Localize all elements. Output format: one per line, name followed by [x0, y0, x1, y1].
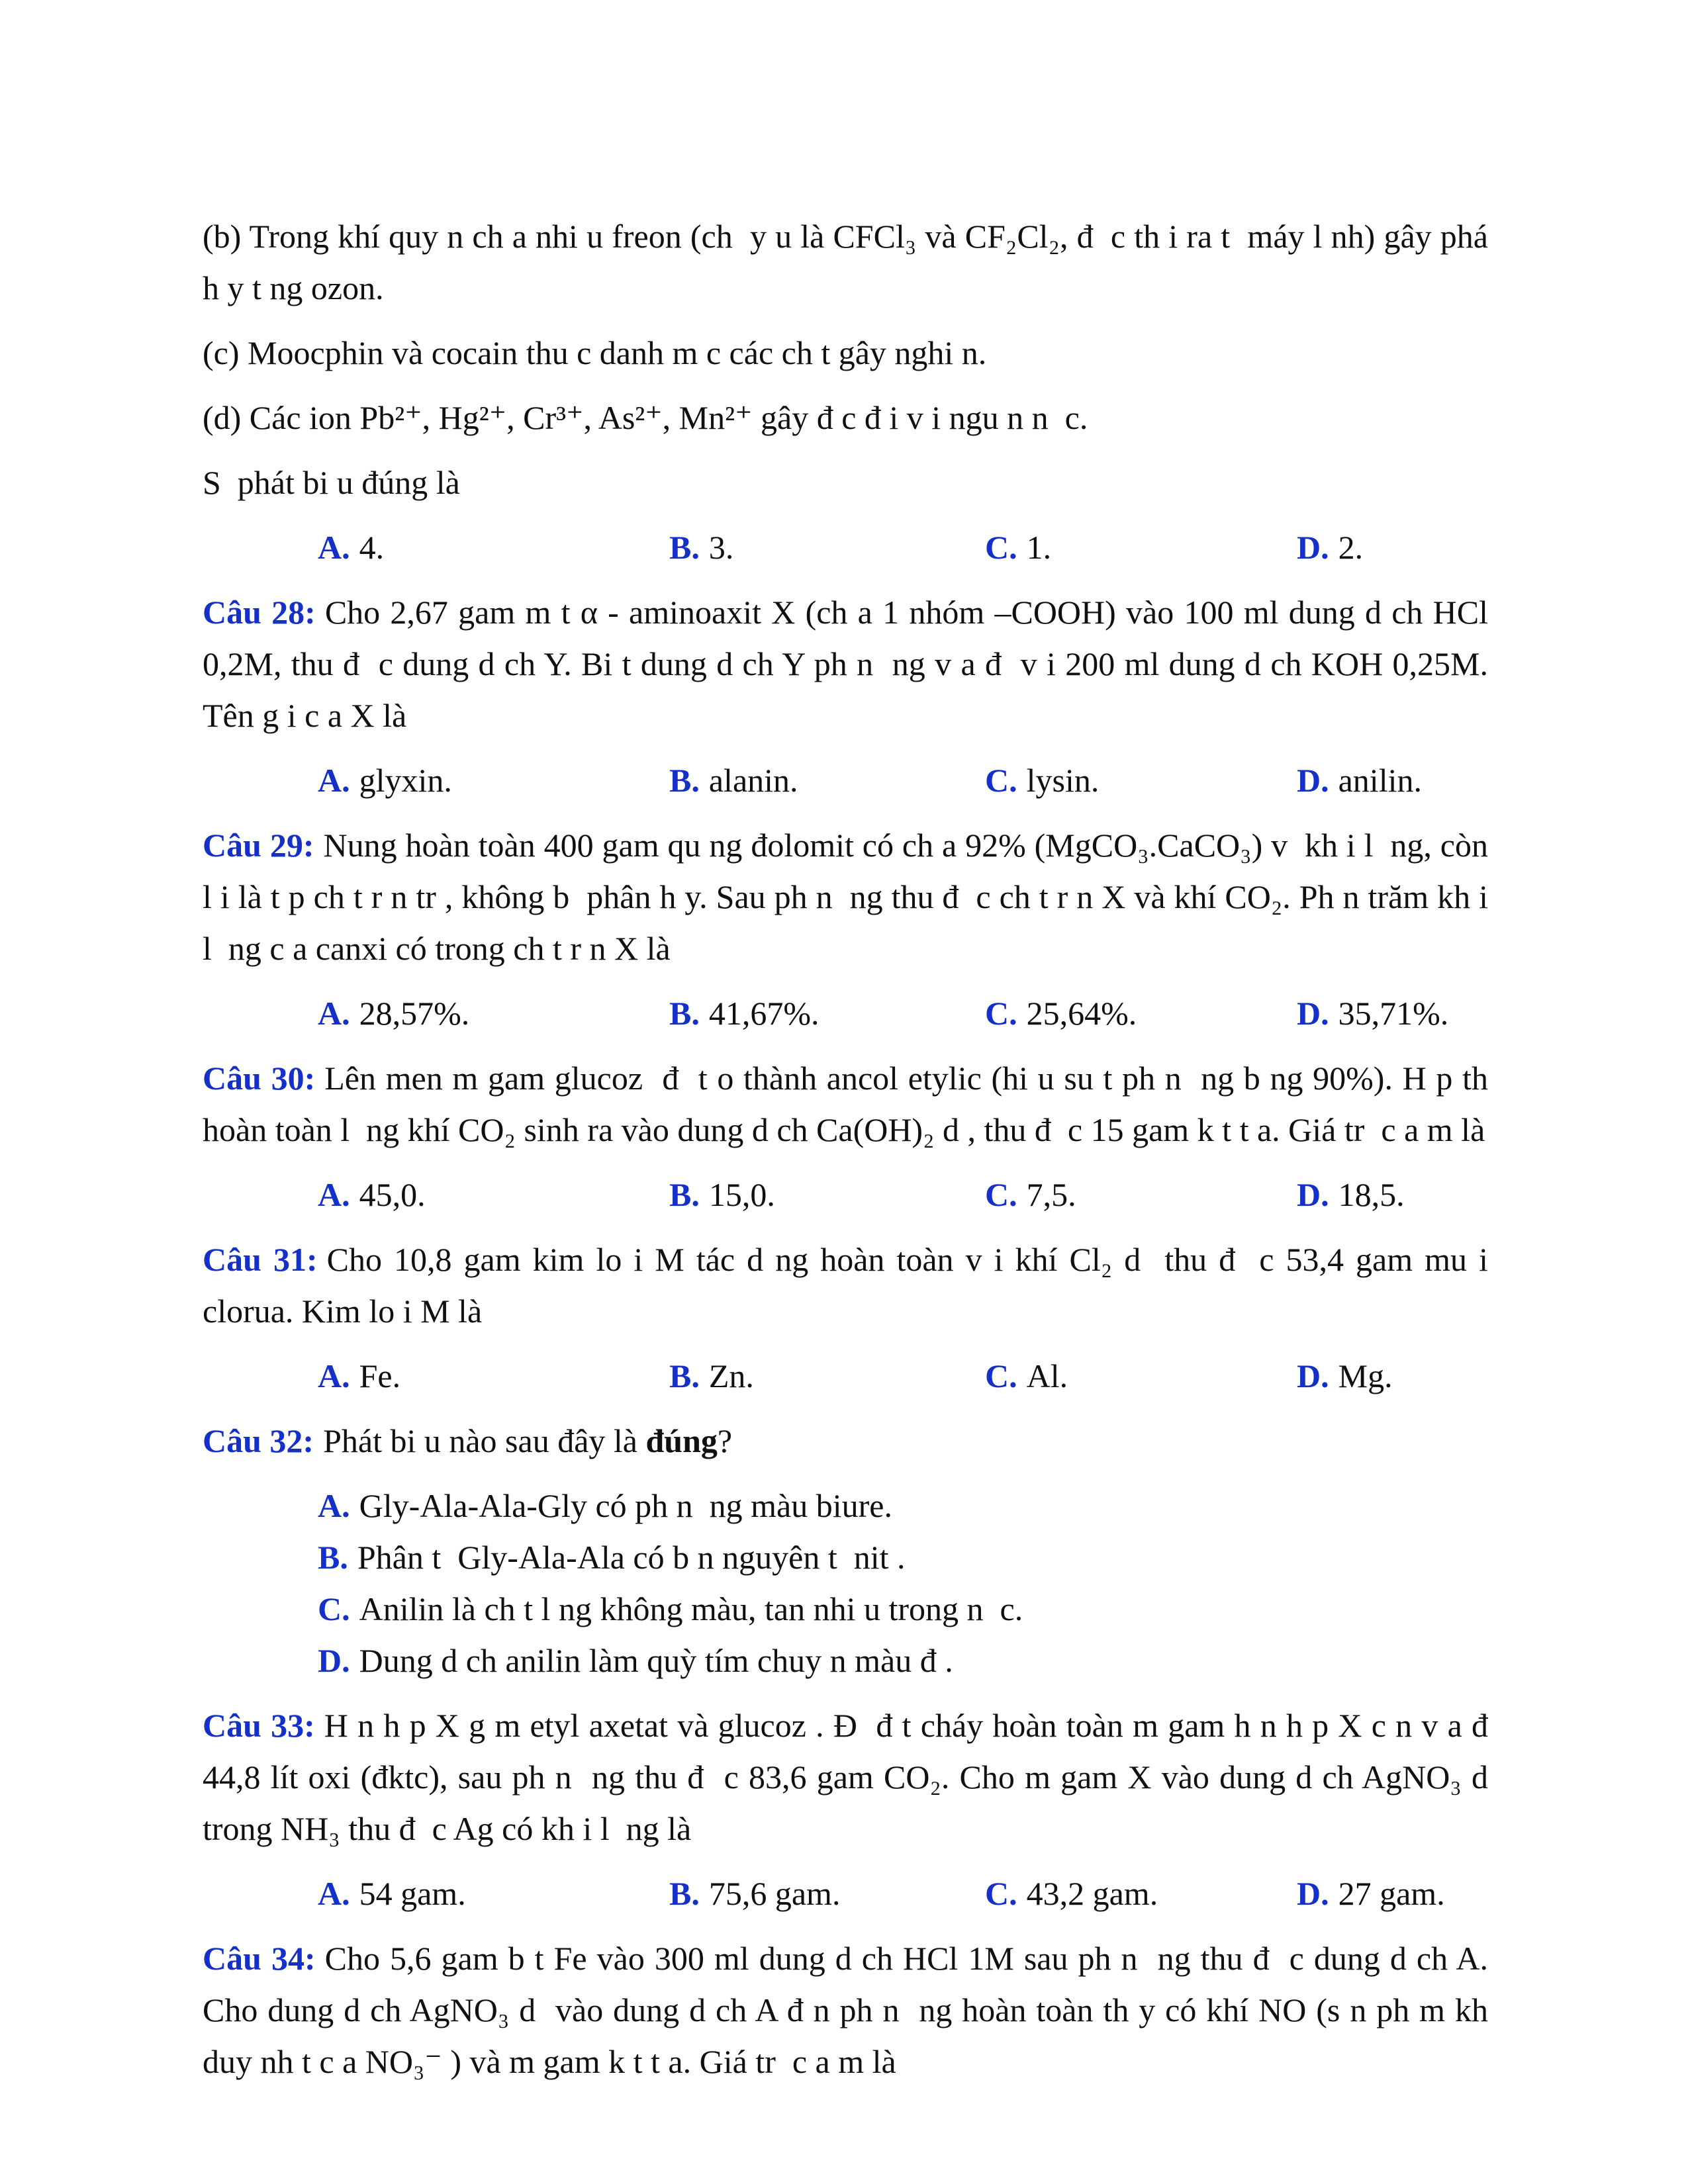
question-cau-31: [203, 1234, 1497, 1337]
option-text: 27 gam.: [1338, 1875, 1445, 1912]
question-label: Câu 31:: [203, 1241, 318, 1278]
option-text: 4.: [359, 529, 385, 566]
statement-conclusion: S phát bi u đúng là: [203, 464, 460, 501]
option-text: 28,57%.: [359, 995, 470, 1032]
option-letter: D.: [1297, 529, 1329, 566]
question-text: Cho 5,6 gam b t Fe vào 300 ml dung d ch HCl 1M sau ph n ng thu đ c dung d ch A. Cho dung d ch AgNO₃ d vào dung d ch A đ n ph n ng hoàn toàn th y có khí NO (s n ph m kh duy nh t c a NO₃⁻ ) và m gam k t t a. Giá tr c a m là: [203, 1940, 1505, 2080]
question-cau-28: [203, 586, 1497, 741]
statement-c: (c) Moocphin và cocain thu c danh m c các ch t gây nghi n.: [203, 334, 987, 371]
option-c: [985, 1868, 1297, 1919]
option-b: [669, 1350, 985, 1402]
option-text: Phân t Gly-Ala-Ala có b n nguyên t nit .: [357, 1539, 906, 1576]
option-c: [985, 987, 1297, 1039]
question-text-before: Phát bi u nào sau đây là: [323, 1422, 646, 1459]
question-label: Câu 29:: [203, 827, 314, 864]
option-text: 2.: [1338, 529, 1364, 566]
option-c: [985, 754, 1297, 806]
option-letter: C.: [985, 995, 1017, 1032]
question-cau-30: [203, 1052, 1505, 1156]
option-letter: B.: [669, 1176, 700, 1213]
option-letter: D.: [1297, 995, 1329, 1032]
option-letter: C.: [985, 762, 1017, 799]
question-label: Câu 30:: [203, 1060, 316, 1097]
statement-b: (b) Trong khí quy n ch a nhi u freon (ch y u là CFCl₃ và CF₂Cl₂, đ c th i ra t máy l nh) gây phá h y t ng ozon.: [203, 218, 1497, 306]
question-label: Câu 33:: [203, 1707, 315, 1744]
intro-option-c: [985, 522, 1297, 573]
option-a: [318, 754, 669, 806]
option-a: [318, 1169, 669, 1220]
option-text: Dung d ch anilin làm quỳ tím chuy n màu đ .: [359, 1642, 953, 1679]
option-text: 41,67%.: [708, 995, 820, 1032]
option-letter: D.: [1297, 1357, 1329, 1394]
option-letter: B.: [318, 1539, 348, 1576]
question-29-options-row: [203, 987, 1488, 1039]
option-letter: A.: [318, 1357, 350, 1394]
option-a: [318, 987, 669, 1039]
intro-option-b: [669, 522, 985, 573]
question-text: Cho 10,8 gam kim lo i M tác d ng hoàn toàn v i khí Cl₂ d thu đ c 53,4 gam mu i clorua. Kim lo i M là: [203, 1241, 1497, 1330]
question-label: Câu 32:: [203, 1422, 314, 1459]
option-text: 18,5.: [1338, 1176, 1405, 1213]
question-32-options-list: [203, 1480, 1488, 1686]
question-cau-34: [203, 1933, 1505, 2087]
option-letter: D.: [1297, 762, 1329, 799]
question-28-options-row: [203, 754, 1488, 806]
option-a: [203, 1480, 1488, 1531]
option-d: [1297, 754, 1488, 806]
option-letter: B.: [669, 529, 700, 566]
question-31-options-row: [203, 1350, 1488, 1402]
question-text-after: ?: [717, 1422, 733, 1459]
question-text: Nung hoàn toàn 400 gam qu ng đolomit có ch a 92% (MgCO₃.CaCO₃) v kh i l ng, còn l i là t p ch t r n tr , không b phân h y. Sau ph n ng thu đ c ch t r n X và khí CO₂. Ph n trăm kh i l ng c a canxi có trong ch t r n X là: [203, 827, 1497, 967]
option-d: [1297, 1350, 1488, 1402]
option-letter: A.: [318, 1875, 350, 1912]
option-text: lysin.: [1026, 762, 1100, 799]
option-d: [203, 1635, 1488, 1686]
option-text: 35,71%.: [1338, 995, 1449, 1032]
statement-d: (d) Các ion Pb²⁺, Hg²⁺, Cr³⁺, As²⁺, Mn²⁺ gây đ c đ i v i ngu n n c.: [203, 399, 1088, 436]
option-c: [203, 1583, 1488, 1635]
option-text: 45,0.: [359, 1176, 426, 1213]
option-letter: C.: [985, 1176, 1017, 1213]
option-b: [203, 1531, 1488, 1583]
option-b: [669, 1169, 985, 1220]
option-a: [318, 1350, 669, 1402]
question-cau-33: [203, 1700, 1505, 1854]
option-letter: B.: [669, 1357, 700, 1394]
option-text: glyxin.: [359, 762, 452, 799]
option-text: 1.: [1026, 529, 1052, 566]
option-c: [985, 1350, 1297, 1402]
option-text: Al.: [1026, 1357, 1068, 1394]
option-letter: D.: [1297, 1875, 1329, 1912]
option-d: [1297, 1868, 1488, 1919]
option-letter: A.: [318, 1176, 350, 1213]
question-label: Câu 28:: [203, 594, 316, 631]
intro-option-d: [1297, 522, 1488, 573]
option-letter: C.: [318, 1590, 350, 1627]
option-letter: B.: [669, 995, 700, 1032]
question-text: Cho 2,67 gam m t α - aminoaxit X (ch a 1 nhóm –COOH) vào 100 ml dung d ch HCl 0,2M, thu đ c dung d ch Y. Bi t dung d ch Y ph n ng v a đ v i 200 ml dung d ch KOH 0,25M. Tên g i c a X là: [203, 594, 1497, 734]
question-cau-32: [203, 1415, 1488, 1467]
intro-options-row: [203, 522, 1488, 573]
question-text: H n h p X g m etyl axetat và glucoz . Đ đ t cháy hoàn toàn m gam h n h p X c n v a đ 44,8 lít oxi (đktc), sau ph n ng thu đ c 83,6 gam CO₂. Cho m gam X vào dung d ch AgNO₃ d trong NH₃ thu đ c Ag có kh i l ng là: [203, 1707, 1505, 1847]
question-text: Lên men m gam glucoz đ t o thành ancol etylic (hi u su t ph n ng b ng 90%). H p th hoàn toàn l ng khí CO₂ sinh ra vào dung d ch Ca(OH)₂ d , thu đ c 15 gam k t t a. Giá tr c a m là: [203, 1060, 1505, 1148]
question-cau-29: [203, 819, 1497, 974]
option-text: 43,2 gam.: [1026, 1875, 1158, 1912]
option-letter: A.: [318, 529, 350, 566]
option-text: Anilin là ch t l ng không màu, tan nhi u trong n c.: [359, 1590, 1023, 1627]
option-text: Gly-Ala-Ala-Gly có ph n ng màu biure.: [359, 1487, 892, 1524]
option-text: anilin.: [1338, 762, 1422, 799]
question-text-bold: đúng: [645, 1422, 718, 1459]
option-letter: C.: [985, 529, 1017, 566]
option-a: [318, 1868, 669, 1919]
option-letter: A.: [318, 1487, 350, 1524]
option-d: [1297, 987, 1488, 1039]
intro-option-a: [318, 522, 669, 573]
option-b: [669, 987, 985, 1039]
option-text: 15,0.: [708, 1176, 775, 1213]
option-text: 3.: [708, 529, 734, 566]
option-letter: A.: [318, 995, 350, 1032]
option-text: Fe.: [359, 1357, 401, 1394]
option-text: alanin.: [708, 762, 798, 799]
option-text: 54 gam.: [359, 1875, 466, 1912]
question-33-options-row: [203, 1868, 1488, 1919]
question-30-options-row: [203, 1169, 1488, 1220]
option-letter: B.: [669, 1875, 700, 1912]
option-letter: D.: [1297, 1176, 1329, 1213]
option-d: [1297, 1169, 1488, 1220]
option-letter: D.: [318, 1642, 350, 1679]
option-text: 7,5.: [1026, 1176, 1076, 1213]
option-letter: C.: [985, 1357, 1017, 1394]
option-text: Mg.: [1338, 1357, 1393, 1394]
option-letter: C.: [985, 1875, 1017, 1912]
option-c: [985, 1169, 1297, 1220]
option-text: Zn.: [708, 1357, 754, 1394]
option-b: [669, 1868, 985, 1919]
option-letter: B.: [669, 762, 700, 799]
option-text: 75,6 gam.: [708, 1875, 841, 1912]
option-b: [669, 754, 985, 806]
option-letter: A.: [318, 762, 350, 799]
option-text: 25,64%.: [1026, 995, 1137, 1032]
question-label: Câu 34:: [203, 1940, 316, 1977]
